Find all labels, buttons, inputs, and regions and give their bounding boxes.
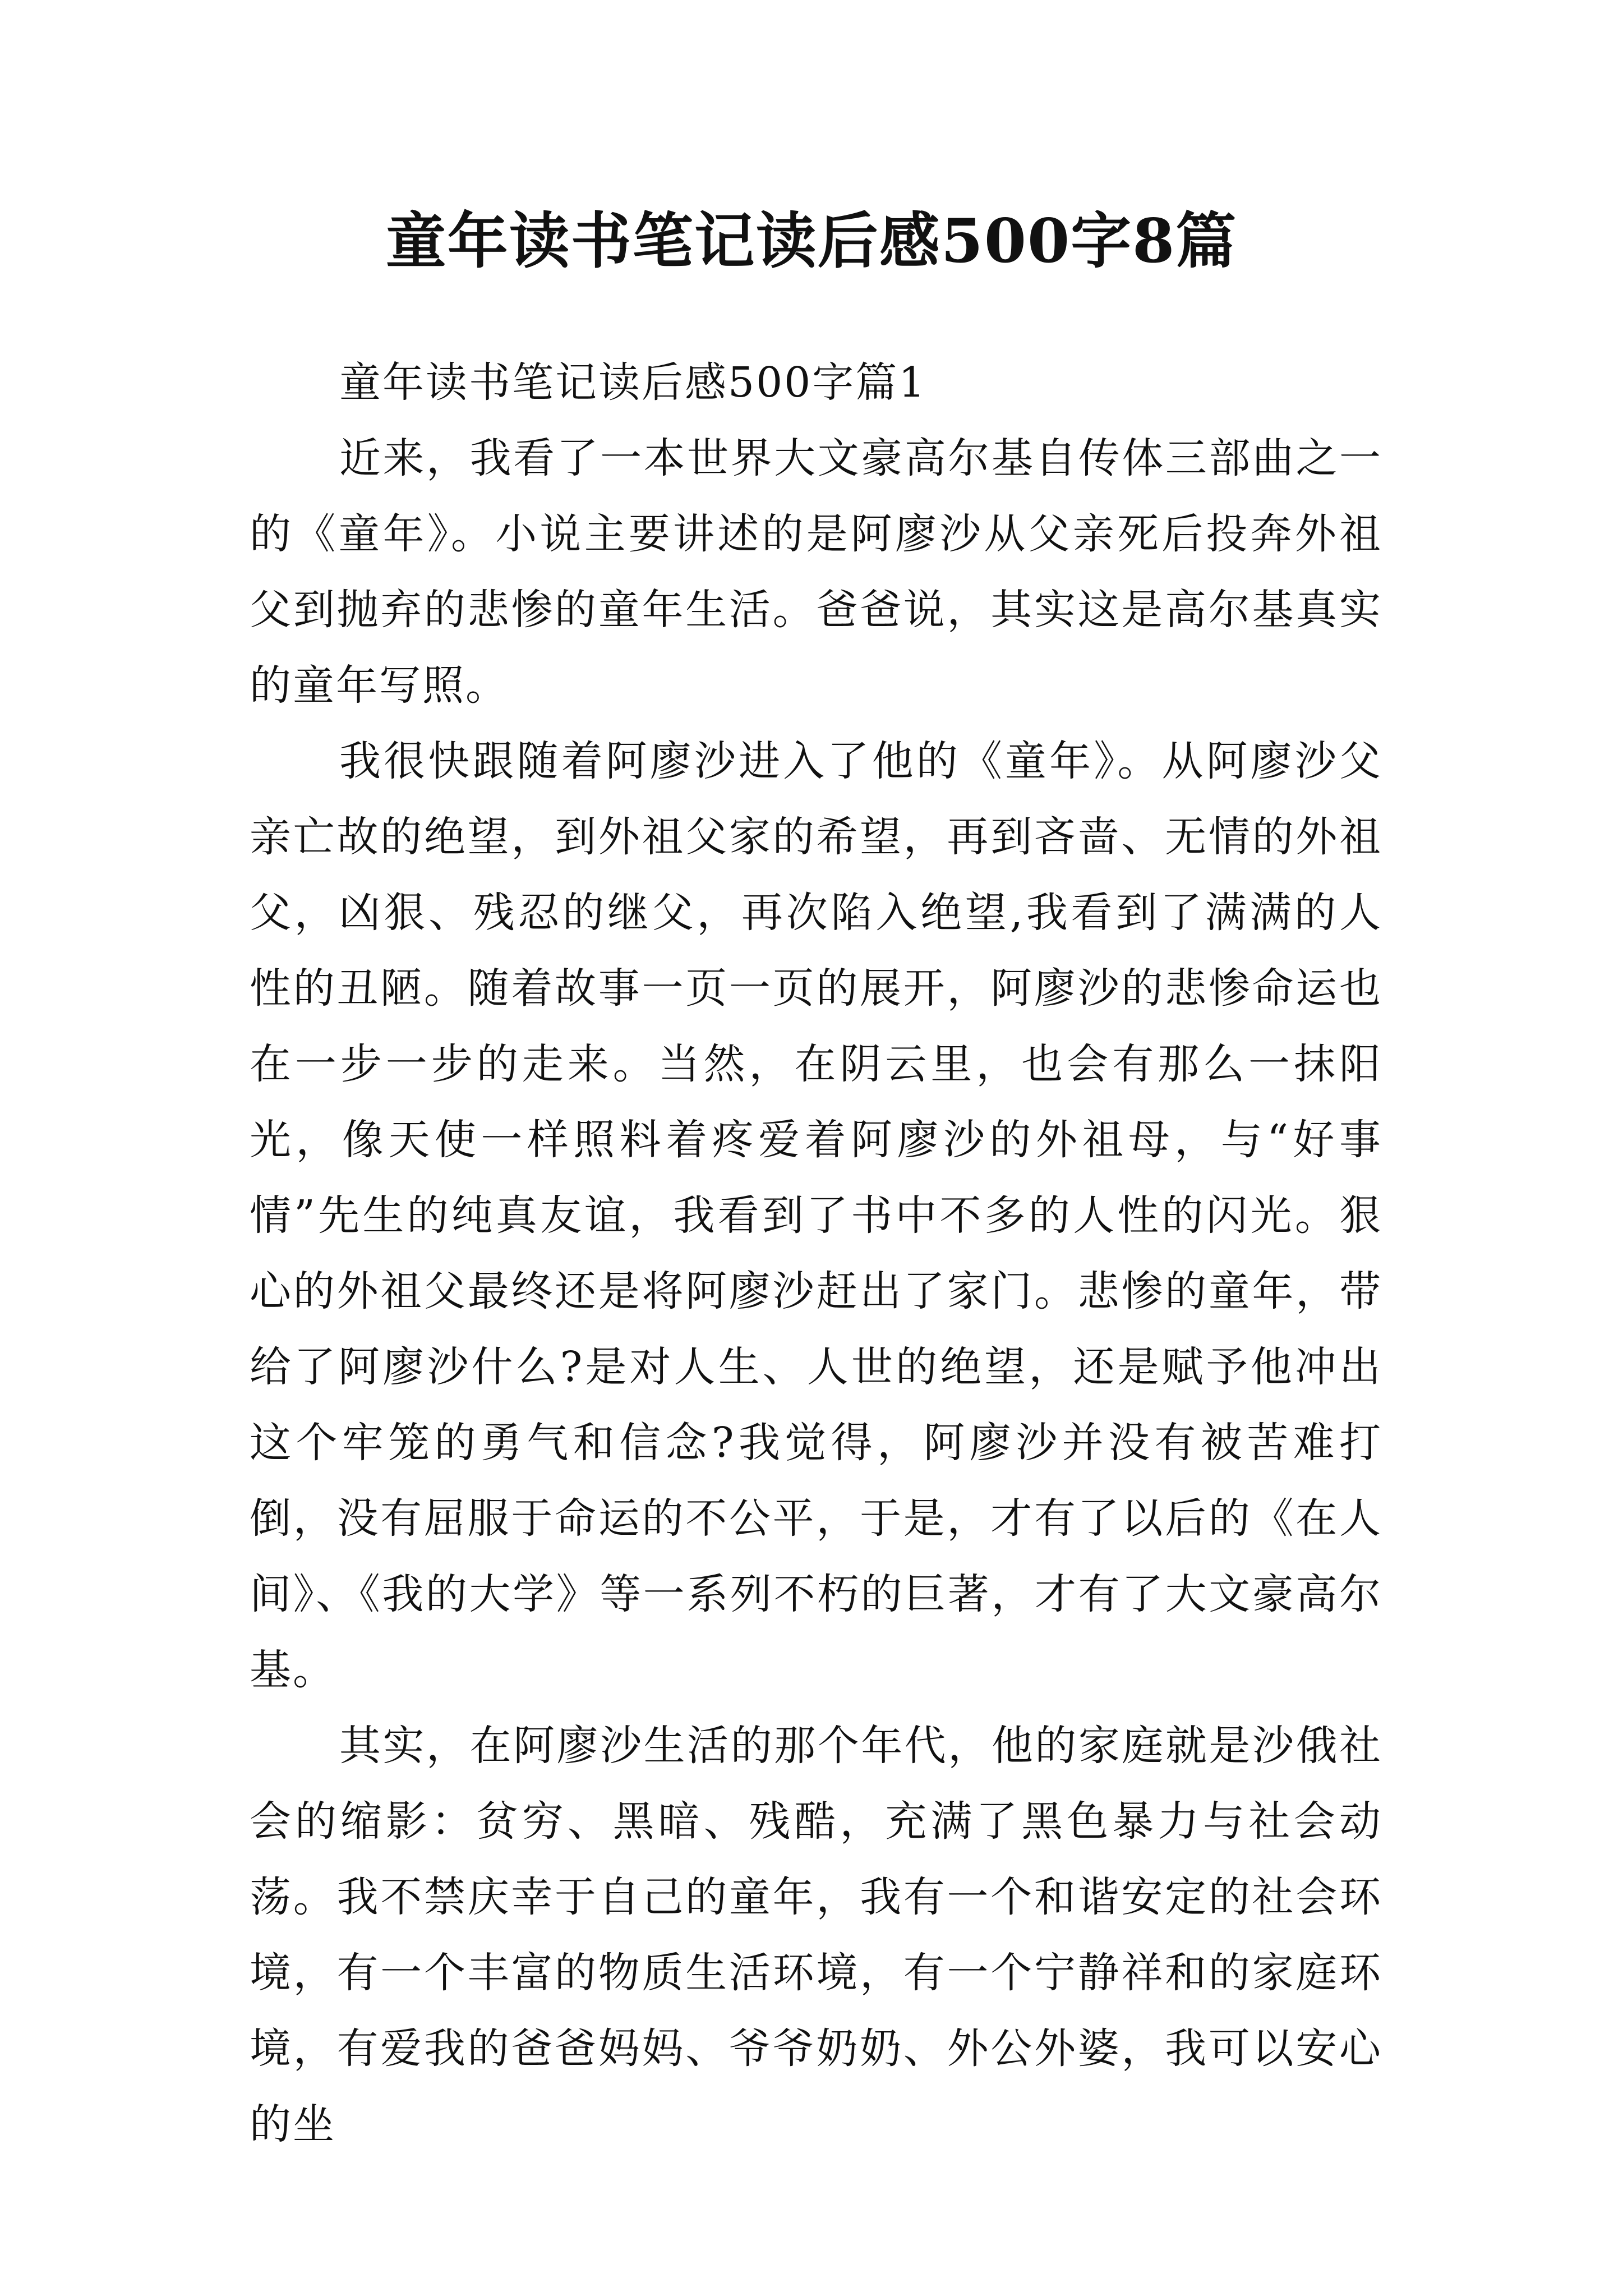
document-body — [250, 345, 1382, 2162]
paragraph-2: 我很快跟随着阿廖沙进入了他的《童年》。从阿廖沙父亲亡故的绝望，到外祖父家的希望，再到吝啬、无情的外祖父，凶狠、残忍的继父，再次陷入绝望,我看到了满满的人性的丑陋。随着故事一页一页的展开，阿廖沙的悲惨命运也在一步一步的走来。当然，在阴云里，也会有那么一抹阳光，像天使一样照料着疼爱着阿廖沙的外祖母，与“好事情”先生的纯真友谊，我看到了书中不多的人性的闪光。狠心的外祖父最终还是将阿廖沙赶出了家门。悲惨的童年，带给了阿廖沙什么?是对人生、人世的绝望，还是赋予他冲出这个牢笼的勇气和信念?我觉得，阿廖沙并没有被苦难打倒，没有屈服于命运的不公平，于是，才有了以后的《在人间》、《我的大学》等一系列不朽的巨著，才有了大文豪高尔基。 — [250, 737, 1382, 1694]
section-heading: 童年读书笔记读后感500字篇1 — [339, 358, 927, 407]
paragraph-1: 近来，我看了一本世界大文豪高尔基自传体三部曲之一的《童年》。小说主要讲述的是阿廖沙从父亲死后投奔外祖父到抛弃的悲惨的童年生活。爸爸说，其实这是高尔基真实的童年写照。 — [250, 434, 1382, 710]
paragraph-3: 其实，在阿廖沙生活的那个年代，他的家庭就是沙俄社会的缩影：贫穷、黑暗、残酷，充满了黑色暴力与社会动荡。我不禁庆幸于自己的童年，我有一个和谐安定的社会环境，有一个丰富的物质生活环境，有一个宁静祥和的家庭环境，有爱我的爸爸妈妈、爷爷奶奶、外公外婆，我可以安心的坐 — [250, 1722, 1382, 2148]
document-title: 童年读书笔记读后感500字8篇 — [385, 206, 1238, 277]
